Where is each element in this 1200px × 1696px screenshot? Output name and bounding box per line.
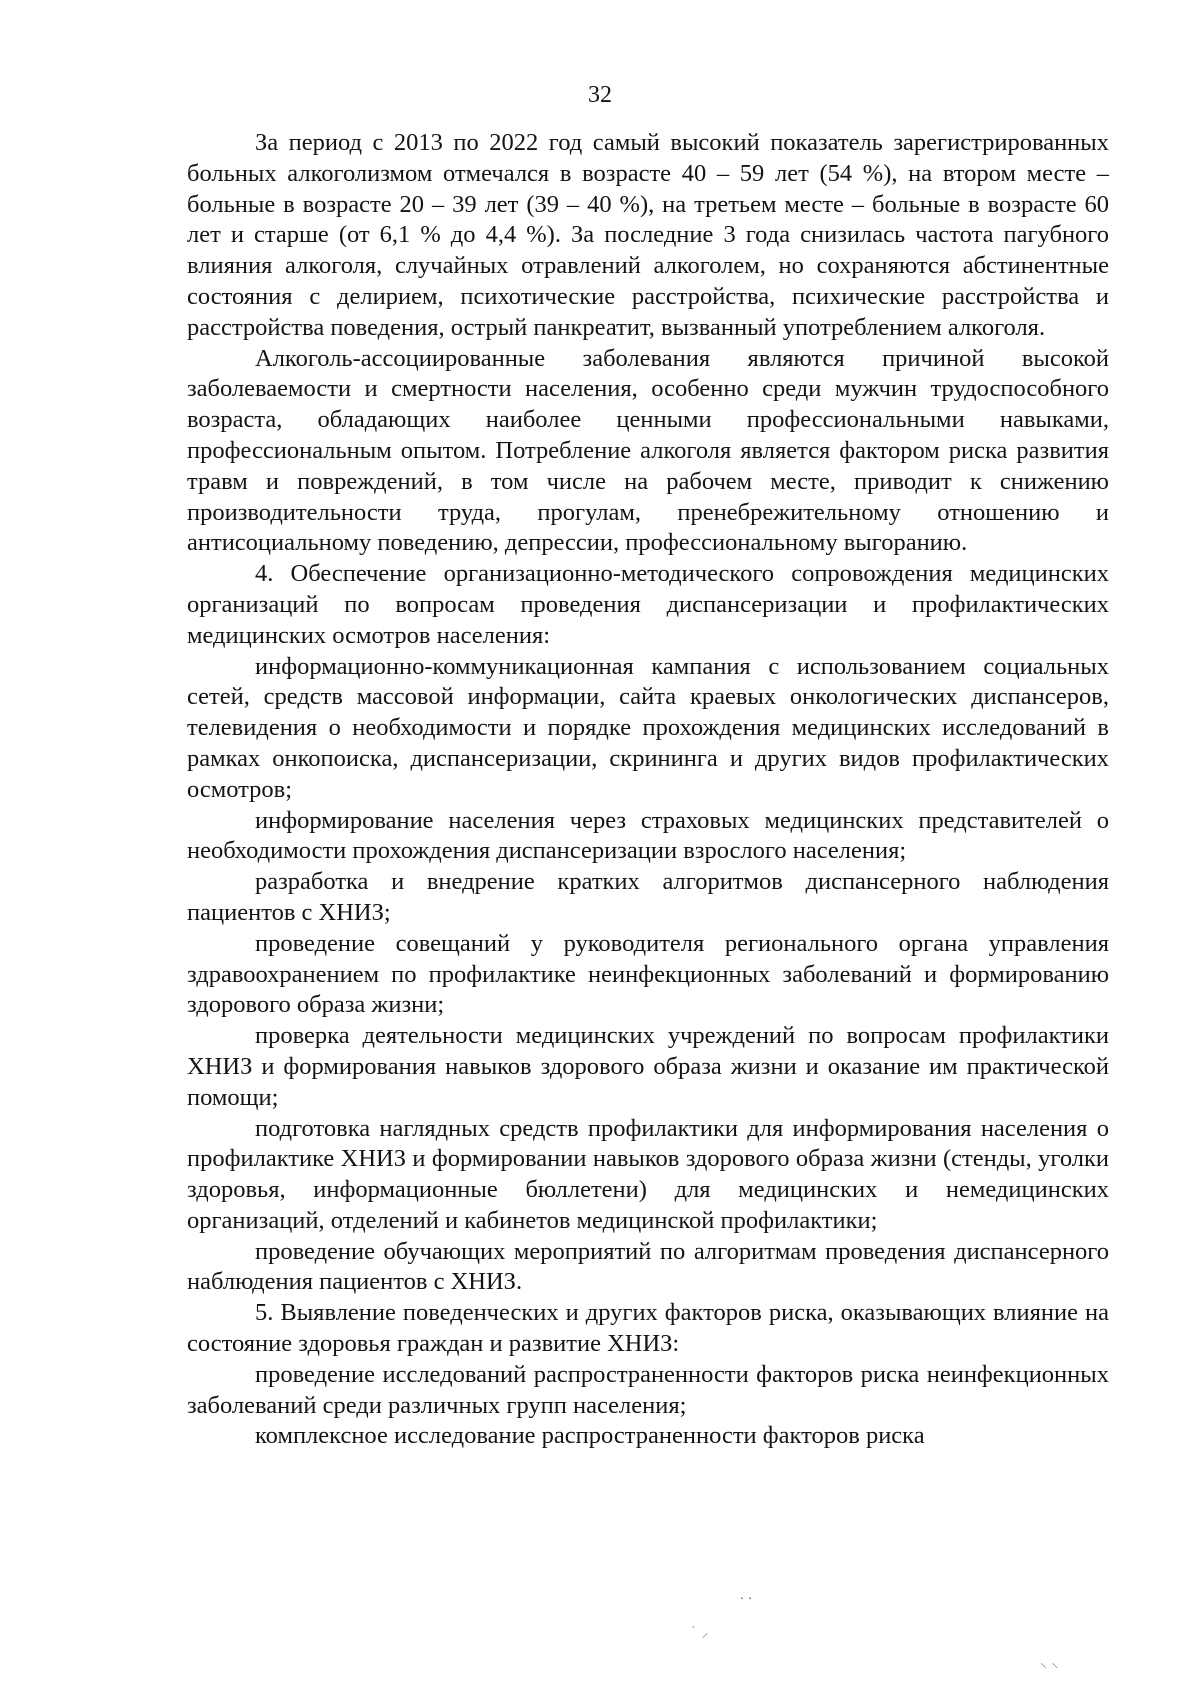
list-item-inspection: проверка деятельности медицинских учреждений по вопросам профилактики ХНИЗ и формирования навыков здорового образа жизни и оказание им практической помощи; [187,1022,1109,1111]
paragraph-section-5-heading: 5. Выявление поведенческих и других факторов риска, оказывающих влияние на состояние здоровья граждан и развитие ХНИЗ: [187,1299,1109,1358]
list-item-complex-research: комплексное исследование распространенности факторов риска [255,1422,925,1450]
list-item-insurance-representatives: информирование населения через страховых медицинских представителей о необходимости прохождения диспансеризации взрослого населения; [187,806,1109,865]
list-item-algorithms: разработка и внедрение кратких алгоритмов диспансерного наблюдения пациентов с ХНИЗ; [187,868,1109,926]
scan-speck-mark: ˙ ⸝ [690,1625,709,1641]
paragraph-alcohol-diseases: Алкоголь-ассоциированные заболевания являются причиной высокой заболеваемости и смертности населения, особенно среди мужчин трудоспособного возраста, обладающих наиболее ценными профессиональными навыками, профессиональным опытом. Потребление алкоголя является фактором риска развития травм и повреждений, в том числе на рабочем месте, приводит к снижению производительности труда, прогулам, пренебрежительному отношению и антисоциальному поведению, депрессии, профессиональному выгоранию. [187,344,1109,557]
scan-speck-mark: ⸌ ⸌ [1040,1661,1059,1677]
list-item-training: проведение обучающих мероприятий по алгоритмам проведения диспансерного наблюдения пациентов с ХНИЗ. [187,1237,1109,1296]
paragraph-section-4-heading: 4. Обеспечение организационно-методического сопровождения медицинских организаций по вопросам проведения диспансеризации и профилактических медицинских осмотров населения: [187,560,1109,649]
list-item-meetings: проведение совещаний у руководителя регионального органа управления здравоохранением по профилактике неинфекционных заболеваний и формированию здорового образа жизни; [187,929,1109,1019]
scan-speck-mark: ⸳ ⸳ [740,1589,752,1605]
list-item-visual-aids: подготовка наглядных средств профилактики для информирования населения о профилактике ХНИЗ и формировании навыков здорового образа жизни (стенды, уголки здоровья, информационные бюллетени) для медицинских и немедицинских организаций, отделений и кабинетов медицинской профилактики; [187,1114,1109,1234]
document-body [187,128,1109,1452]
paragraph-alcoholism-age-stats: За период с 2013 по 2022 год самый высокий показатель зарегистрированных больных алкоголизмом отмечался в возрасте 40 – 59 лет (54 %), на втором месте – больные в возрасте 20 – 39 лет (39 – 40 %), на третьем месте – больные в возрасте 60 лет и старше (от 6,1 % до 4,4 %). За последние 3 года снизилась частота пагубного влияния алкоголя, случайных отравлений алкоголем, но сохраняются абстинентные состояния с делирием, психотические расстройства, психические расстройства и расстройства поведения, острый панкреатит, вызванный употреблением алкоголя. [187,129,1109,341]
list-item-risk-research: проведение исследований распространенности факторов риска неинфекционных заболеваний среди различных групп населения; [187,1360,1109,1419]
list-item-info-campaign: информационно-коммуникационная кампания с использованием социальных сетей, средств массовой информации, сайта краевых онкологических диспансеров, телевидения о необходимости и порядке прохождения медицинских исследований в рамках онкопоиска, диспансеризации, скрининга и других видов профилактических осмотров; [187,652,1109,803]
page-number: 32 [588,82,612,108]
